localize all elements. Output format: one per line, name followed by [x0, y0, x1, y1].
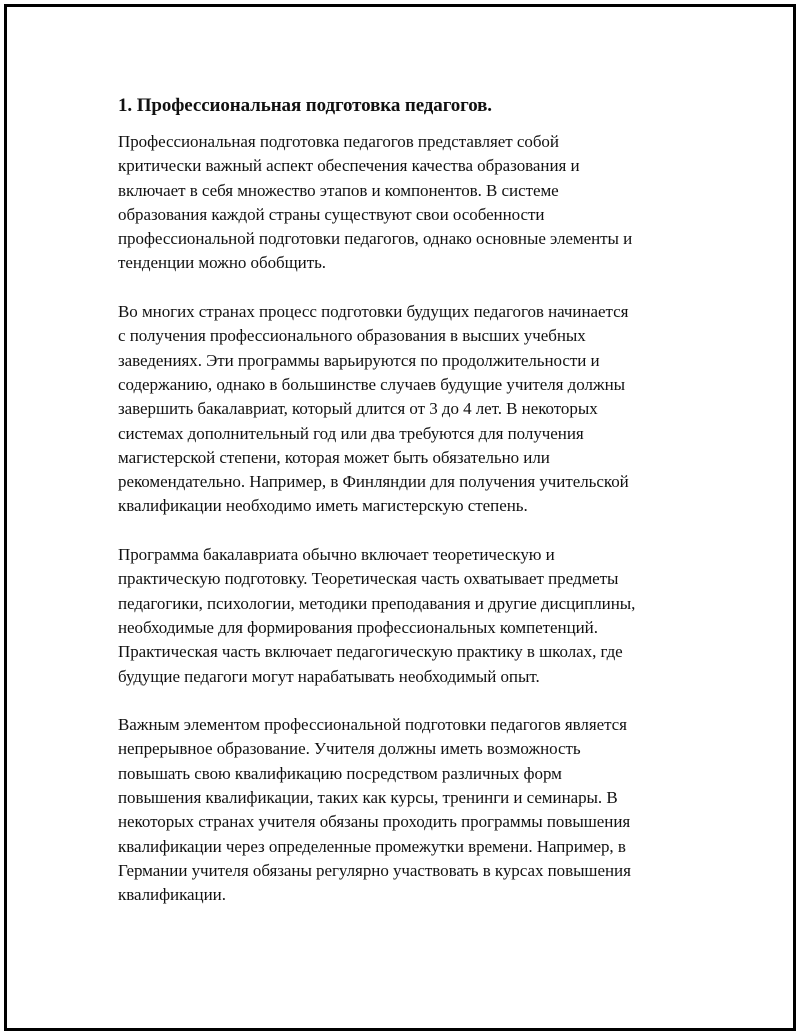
text-line: включает в себя множество этапов и компонентов. В системе: [118, 180, 559, 200]
text-line: непрерывное образование. Учителя должны иметь возможность: [118, 739, 581, 759]
text-line: тенденции можно обобщить.: [118, 253, 327, 273]
paragraph-3: [118, 543, 688, 689]
text-line: рекомендательно. Например, в Финляндии для получения учительской: [118, 472, 629, 492]
text-line: магистерской степени, которая может быть обязательно или: [118, 447, 550, 467]
text-line: повышения квалификации, таких как курсы, тренинги и семинары. В: [118, 788, 618, 808]
section-heading: 1. Профессиональная подготовка педагогов.: [118, 95, 492, 116]
text-line: квалификации через определенные промежутки времени. Например, в: [118, 836, 626, 856]
text-line: Профессиональная подготовка педагогов представляет собой: [118, 132, 559, 151]
text-line: Практическая часть включает педагогическую практику в школах, где: [118, 642, 623, 662]
text-line: квалификации необходимо иметь магистерскую степень.: [118, 496, 528, 516]
text-line: квалификации.: [118, 885, 226, 905]
text-line: критически важный аспект обеспечения качества образования и: [118, 156, 580, 176]
text-line: профессиональной подготовки педагогов, однако основные элементы и: [118, 229, 633, 249]
text-line: некоторых странах учителя обязаны проходить программы повышения: [118, 812, 631, 832]
text-line: Программа бакалавриата обычно включает теоретическую и: [118, 545, 555, 565]
text-line: необходимые для формирования профессиональных компетенций.: [118, 617, 598, 637]
paragraph-1: [118, 130, 688, 276]
document-body: [118, 92, 688, 932]
text-line: содержанию, однако в большинстве случаев будущие учителя должны: [118, 374, 626, 394]
text-line: заведениях. Эти программы варьируются по продолжительности и: [118, 350, 600, 370]
text-line: образования каждой страны существуют свои особенности: [118, 204, 545, 224]
text-line: педагогики, психологии, методики преподавания и другие дисциплины,: [118, 593, 636, 613]
text-line: Важным элементом профессиональной подготовки педагогов является: [118, 715, 627, 735]
paragraph-2: [118, 300, 688, 519]
text-line: Во многих странах процесс подготовки будущих педагогов начинается: [118, 302, 629, 322]
text-line: системах дополнительный год или два требуются для получения: [118, 423, 584, 443]
text-line: повышать свою квалификацию посредством различных форм: [118, 763, 562, 783]
text-line: Германии учителя обязаны регулярно участвовать в курсах повышения: [118, 860, 631, 880]
text-line: с получения профессионального образования в высших учебных: [118, 326, 586, 346]
paragraph-4: [118, 713, 688, 907]
text-line: практическую подготовку. Теоретическая часть охватывает предметы: [118, 569, 619, 589]
text-line: завершить бакалавриат, который длится от 3 до 4 лет. В некоторых: [118, 399, 598, 419]
text-line: будущие педагоги могут нарабатывать необходимый опыт.: [118, 666, 540, 686]
